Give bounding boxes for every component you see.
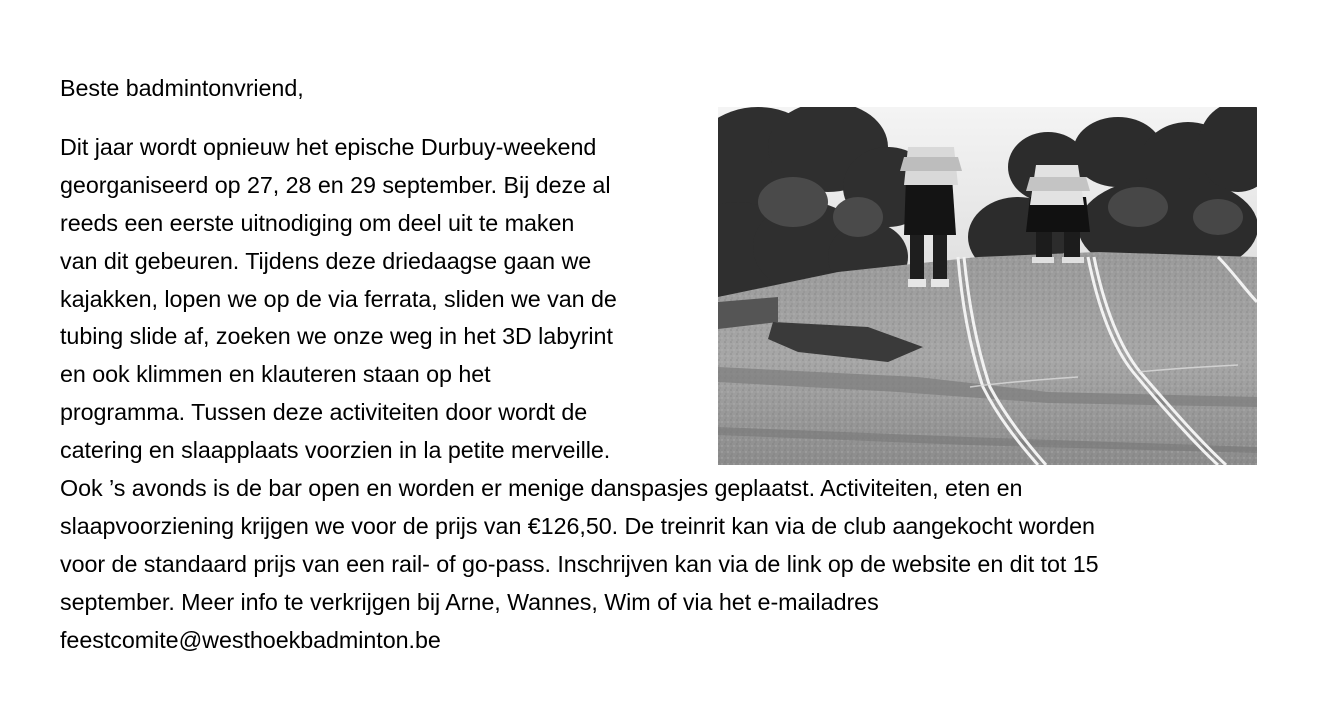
greeting: Beste badmintonvriend, <box>60 75 304 101</box>
body-line-6: tubing slide af, zoeken we onze weg in het 3D labyrint <box>60 323 613 349</box>
body-line-5: kajakken, lopen we op de via ferrata, sliden we van de <box>60 286 617 312</box>
body-line-8: programma. Tussen deze activiteiten door wordt de <box>60 399 588 425</box>
body-line-9: catering en slaapplaats voorzien in la petite merveille. <box>60 437 611 463</box>
body-line-13: september. Meer info te verkrijgen bij Arne, Wannes, Wim of via het e-mailadres <box>60 589 879 615</box>
body-line-7: en ook klimmen en klauteren staan op het <box>60 361 491 387</box>
climbing-photo-illustration <box>718 107 1257 465</box>
body-line-12: voor de standaard prijs van een rail- of go-pass. Inschrijven kan via de link op de website en dit tot 15 <box>60 551 1099 577</box>
body-line-3: reeds een eerste uitnodiging om deel uit te maken <box>60 210 575 236</box>
climbing-photo <box>718 107 1257 465</box>
body-line-4: van dit gebeuren. Tijdens deze driedaagse gaan we <box>60 248 592 274</box>
body-line-1: Dit jaar wordt opnieuw het epische Durbuy-weekend <box>60 134 597 160</box>
body-line-10: Ook ’s avonds is de bar open en worden er menige danspasjes geplaatst. Activiteiten, eten en <box>60 475 1023 501</box>
body-line-2: georganiseerd op 27, 28 en 29 september. Bij deze al <box>60 172 611 198</box>
body-line-11: slaapvoorziening krijgen we voor de prijs van €126,50. De treinrit kan via de club aangekocht worden <box>60 513 1095 539</box>
email-address: feestcomite@westhoekbadminton.be <box>60 627 441 653</box>
